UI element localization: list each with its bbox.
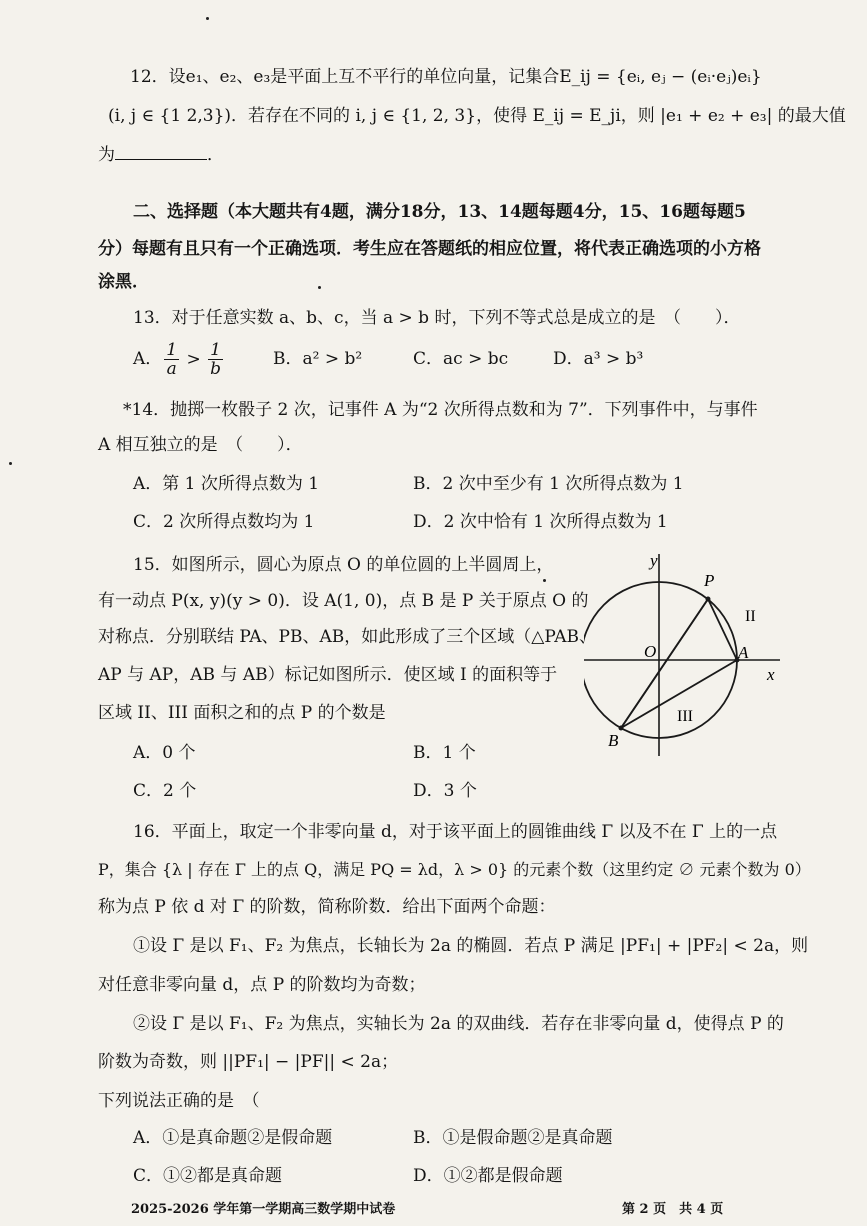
q14-option-c: C．2 次所得点数均为 1: [133, 512, 315, 532]
q16-line7: 阶数为奇数，则 ||PF₁| − |PF|| < 2a；: [98, 1052, 399, 1072]
q15-option-d: D．3 个: [413, 781, 477, 801]
point-p: [706, 597, 711, 602]
q12-line1: 12．设e₁、e₂、e₃是平面上互不平行的单位向量，记集合E_ij = {eᵢ, eⱼ − (eᵢ·eⱼ)eᵢ}: [130, 67, 762, 87]
q12-line2: (i, j ∈ {1 2,3})．若存在不同的 i, j ∈ {1, 2, 3}，使得 E_ij = E_ji，则 |e₁ + e₂ + e₃| 的最大值: [108, 106, 846, 126]
q14-option-d: D．2 次中恰有 1 次所得点数为 1: [413, 512, 668, 532]
region-3-label: III: [677, 708, 693, 725]
segment-pb: [621, 599, 708, 728]
q15-line5: 区域 II、III 面积之和的点 P 的个数是: [98, 703, 386, 723]
q14-option-a: A．第 1 次所得点数为 1: [133, 474, 320, 494]
footer-exam-title: 2025-2026 学年第一学期高三数学期中试卷: [131, 1202, 396, 1217]
q14-option-b: B．2 次中至少有 1 次所得点数为 1: [413, 474, 684, 494]
q16-line2: P，集合 {λ | 存在 Γ 上的点 Q，满足 PQ = λd，λ > 0} 的元素个数（这里约定 ∅ 元素个数为 0）: [98, 860, 811, 879]
q13-option-d: D．a³ > b³: [553, 349, 644, 369]
q15-option-b: B．1 个: [413, 743, 476, 763]
label-p: P: [704, 571, 715, 590]
answer-blank: [115, 143, 207, 160]
q13-option-a-label: A．: [133, 349, 163, 369]
speck: [206, 17, 209, 20]
section2-line1: 二、选择题（本大题共有4题，满分18分，13、14题每题4分，15、16题每题5: [133, 202, 746, 222]
label-a: A: [738, 643, 749, 662]
y-axis-label: y: [650, 551, 658, 570]
q16-line1: 16．平面上，取定一个非零向量 d，对于该平面上的圆锥曲线 Γ 以及不在 Γ 上的一点: [133, 822, 778, 842]
fraction-1-over-b: $\frac{1}{b}$: [210, 340, 222, 379]
q13-option-c: C．ac > bc: [413, 349, 509, 369]
q12-line3-suffix: ．: [207, 145, 224, 165]
q15-option-a: A．0 个: [133, 743, 196, 763]
section2-line3: 涂黑．: [98, 272, 149, 292]
q16-line3: 称为点 P 依 d 对 Γ 的阶数，简称阶数．给出下面两个命题：: [98, 897, 556, 917]
point-b: [619, 726, 624, 731]
fraction-1-over-a: $\frac{1}{a}$: [166, 340, 178, 379]
q15-line3: 对称点．分别联结 PA、PB、AB，如此形成了三个区域（△PAB、: [98, 627, 596, 647]
q16-option-c: C．①②都是真命题: [133, 1166, 283, 1186]
speck: [543, 579, 546, 582]
q16-line5: 对任意非零向量 d，点 P 的阶数均为奇数；: [98, 975, 426, 995]
q15-option-c: C．2 个: [133, 781, 197, 801]
q13-option-b: B．a² > b²: [273, 349, 363, 369]
q16-line8: 下列说法正确的是 （: [98, 1091, 260, 1111]
q16-line6: ②设 Γ 是以 F₁、F₂ 为焦点，实轴长为 2a 的双曲线．若存在非零向量 d，使得点 P 的: [133, 1014, 784, 1034]
q15-line2: 有一动点 P(x, y)(y > 0)．设 A(1, 0)，点 B 是 P 关于原点 O 的: [98, 591, 589, 611]
speck: [318, 286, 321, 289]
q16-option-d: D．①②都是假命题: [413, 1166, 563, 1186]
q16-line4: ①设 Γ 是以 F₁、F₂ 为焦点，长轴长为 2a 的椭圆．若点 P 满足 |PF₁| + |PF₂| < 2a，则: [133, 936, 809, 956]
q15-line4: AP 与 AP，AB 与 AB）标记如图所示．使区域 I 的面积等于: [98, 665, 558, 685]
q15-line1: 15．如图所示，圆心为原点 O 的单位圆的上半圆周上，: [133, 555, 554, 575]
footer-page-number: 第 2 页 共 4 页: [622, 1202, 724, 1217]
label-b: B: [608, 731, 619, 750]
q13-stem: 13．对于任意实数 a、b、c，当 a > b 时，下列不等式总是成立的是 （ ）．: [133, 308, 741, 328]
q13-option-a: A． $\frac{1}{a}$ > $\frac{1}{b}$: [133, 340, 222, 379]
q14-line2: A 相互独立的是 （ ）．: [98, 435, 303, 455]
unit-circle-figure: [584, 546, 784, 761]
q12-line3-prefix: 为: [98, 145, 115, 165]
x-axis-label: x: [767, 665, 775, 684]
q16-option-a: A．①是真命题②是假命题: [133, 1128, 333, 1148]
q14-line1: *14．抛掷一枚骰子 2 次，记事件 A 为“2 次所得点数和为 7”．下列事件中，与事件: [123, 400, 758, 420]
section2-line2: 分）每题有且只有一个正确选项．考生应在答题纸的相应位置，将代表正确选项的小方格: [98, 239, 761, 259]
q16-option-b: B．①是假命题②是真命题: [413, 1128, 613, 1148]
region-2-label: II: [745, 608, 756, 625]
label-o: O: [644, 642, 657, 661]
q12-line3: [98, 143, 224, 166]
speck: [9, 462, 12, 465]
